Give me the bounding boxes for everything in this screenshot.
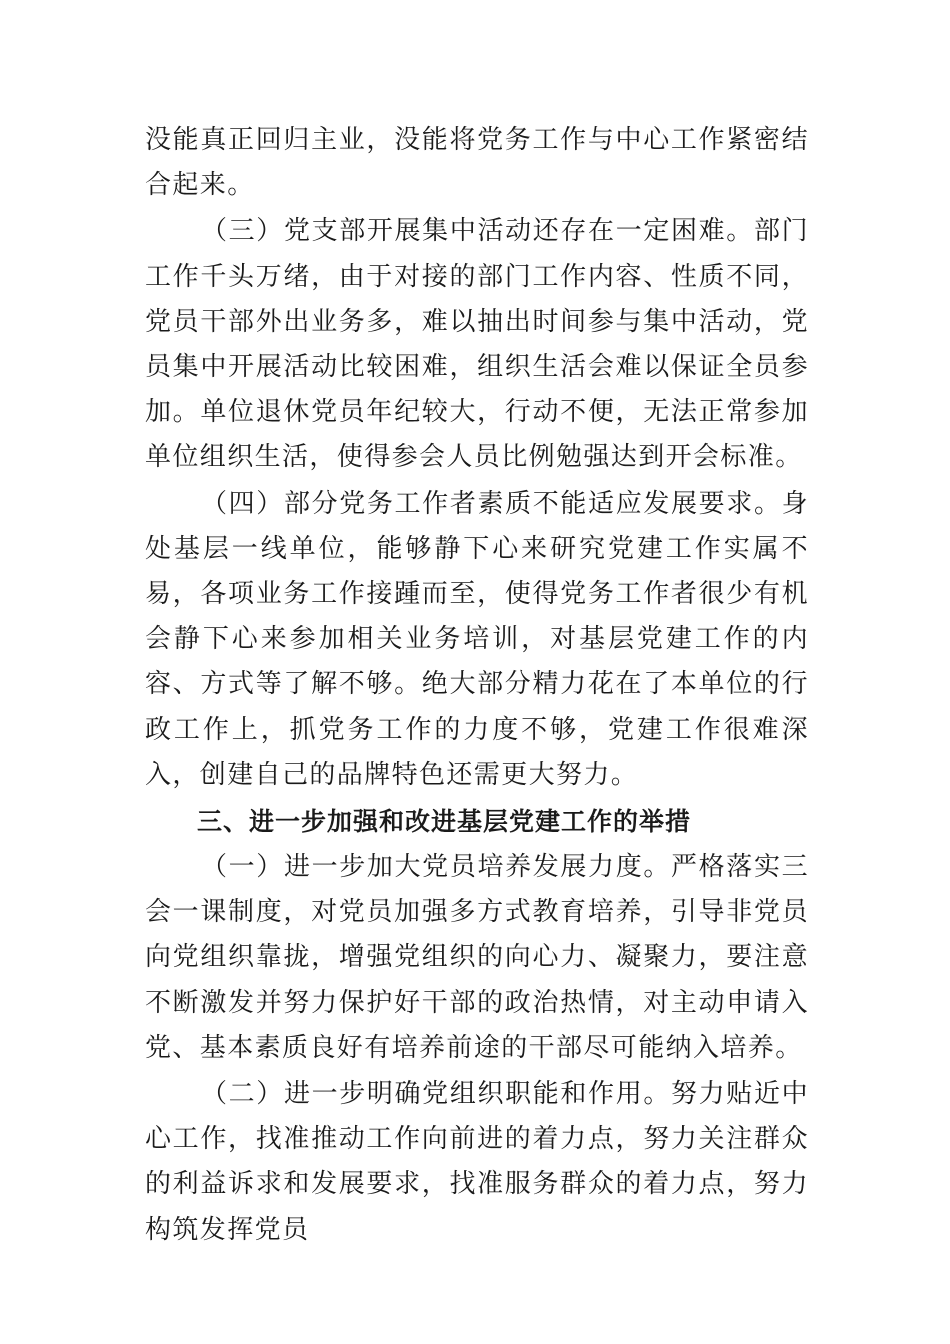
section-paragraph-1: （一）进一步加大党员培养发展力度。严格落实三会一课制度，对党员加强多方式教育培养，引导非党员向党组织靠拢，增强党组织的向心力、凝聚力，要注意不断激发并努力保护好干部的政治热情，对主动申请入党、基本素质良好有培养前途的干部尽可能纳入培养。 xyxy=(145,852,809,1063)
paragraph-continuation: 没能真正回归主业，没能将党务工作与中心工作紧密结合起来。 xyxy=(145,125,809,201)
section-heading: 三、进一步加强和改进基层党建工作的举措 xyxy=(197,807,692,837)
section-paragraph-2: （二）进一步明确党组织职能和作用。努力贴近中心工作，找准推动工作向前进的着力点，努力关注群众的利益诉求和发展要求，找准服务群众的着力点，努力构筑发挥党员 xyxy=(145,1079,809,1245)
document-body xyxy=(145,118,809,1254)
paragraph-item-4: （四）部分党务工作者素质不能适应发展要求。身处基层一线单位，能够静下心来研究党建工作实属不易，各项业务工作接踵而至，使得党务工作者很少有机会静下心来参加相关业务培训，对基层党建工作的内容、方式等了解不够。绝大部分精力花在了本单位的行政工作上，抓党务工作的力度不够，党建工作很难深入，创建自己的品牌特色还需更大努力。 xyxy=(145,488,809,790)
paragraph-item-3: （三）党支部开展集中活动还存在一定困难。部门工作千头万绪，由于对接的部门工作内容、性质不同，党员干部外出业务多，难以抽出时间参与集中活动，党员集中开展活动比较困难，组织生活会难以保证全员参加。单位退休党员年纪较大，行动不便，无法正常参加单位组织生活，使得参会人员比例勉强达到开会标准。 xyxy=(145,216,809,473)
